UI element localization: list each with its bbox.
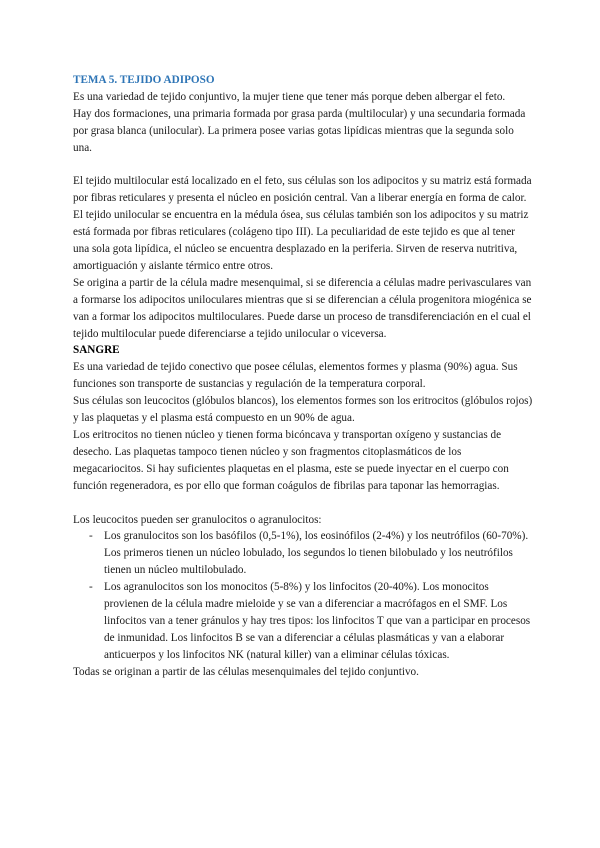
list-item	[73, 528, 533, 579]
dash-bullet: -	[89, 581, 93, 594]
paragraph-spacer	[73, 495, 533, 512]
paragraph: Todas se originan a partir de las células mesenquimales del tejido conjuntivo.	[73, 665, 419, 678]
section-title-sangre: SANGRE	[73, 344, 120, 357]
document-page	[73, 72, 533, 681]
paragraph: Hay dos formaciones, una primaria formada por grasa parda (multilocular) y una secundaria formada por grasa blanca (unilocular). La primera posee varias gotas lipídicas mientras que la segunda solo una.	[73, 107, 526, 154]
paragraph: Los eritrocitos no tienen núcleo y tienen forma bicóncava y transportan oxígeno y sustancias de desecho. Las plaquetas tampoco tienen núcleo y son fragmentos citoplasmáticos de los megacariocitos. Si hay suficientes plaquetas en el plasma, este se puede inyectar en el cuerpo con función regeneradora, es por ello que forman coágulos de fibrilas para taponar las hemorragias.	[73, 429, 509, 492]
paragraph: Sus células son leucocitos (glóbulos blancos), los elementos formes son los eritrocitos (glóbulos rojos) y las plaquetas y el plasma está compuesto en un 90% de agua.	[73, 395, 533, 425]
paragraph: Se origina a partir de la célula madre mesenquimal, si se diferencia a células madre perivasculares van a formarse los adipocitos uniloculares mientras que si se diferencian a célula progenitora miogénica se van a formar los adipocitos multiloculares. Puede darse un proceso de transdiferenciación en el cual el tejido multilocular puede diferenciarse a tejido unilocular o viceversa.	[73, 276, 532, 340]
section-title-tejido-adiposo: TEMA 5. TEJIDO ADIPOSO	[73, 74, 215, 86]
paragraph: El tejido unilocular se encuentra en la médula ósea, sus células también son los adipocitos y su matriz está formada por fibras reticulares (colágeno tipo III). La peculiaridad de este tejido es que al tener una sola gota lipídica, el núcleo se encuentra desplazado en la periferia. Sirven de reserva nutritiva, amortiguación y aislante térmico entre otros.	[73, 209, 529, 272]
dash-bullet: -	[89, 530, 93, 543]
list-item-text: Los agranulocitos son los monocitos (5-8%) y los linfocitos (20-40%). Los monocitos provienen de la célula madre mieloide y se van a diferenciar a macrófagos en el SMF. Los linfocitos van a tener gránulos y hay tres tipos: los linfocitos T que van a participar en procesos de inmunidad. Los linfocitos B se van a diferenciar a células plasmáticas y van a elaborar anticuerpos y los linfocitos NK (natural killer) van a eliminar células tóxicas.	[104, 581, 531, 661]
list-item	[73, 579, 533, 664]
leucocitos-list	[73, 528, 533, 663]
paragraph: Es una variedad de tejido conjuntivo, la mujer tiene que tener más porque deben albergar el feto.	[73, 90, 506, 103]
paragraph: Es una variedad de tejido conectivo que posee células, elementos formes y plasma (90%) agua. Sus funciones son transporte de sustancias y regulación de la temperatura corporal.	[73, 361, 518, 391]
paragraph-spacer	[73, 157, 533, 174]
paragraph: Los leucocitos pueden ser granulocitos o agranulocitos:	[73, 513, 322, 526]
list-item-text: Los granulocitos son los basófilos (0,5-1%), los eosinófilos (2-4%) y los neutrófilos (60-70%). Los primeros tienen un núcleo lobulado, los segundos lo tienen bilobulado y los neutrófilos tienen un núcleo multilobulado.	[104, 530, 529, 577]
paragraph: El tejido multilocular está localizado en el feto, sus células son los adipocitos y su matriz está formada por fibras reticulares y presenta el núcleo en posición central. Van a liberar energía en forma de calor.	[73, 175, 532, 205]
